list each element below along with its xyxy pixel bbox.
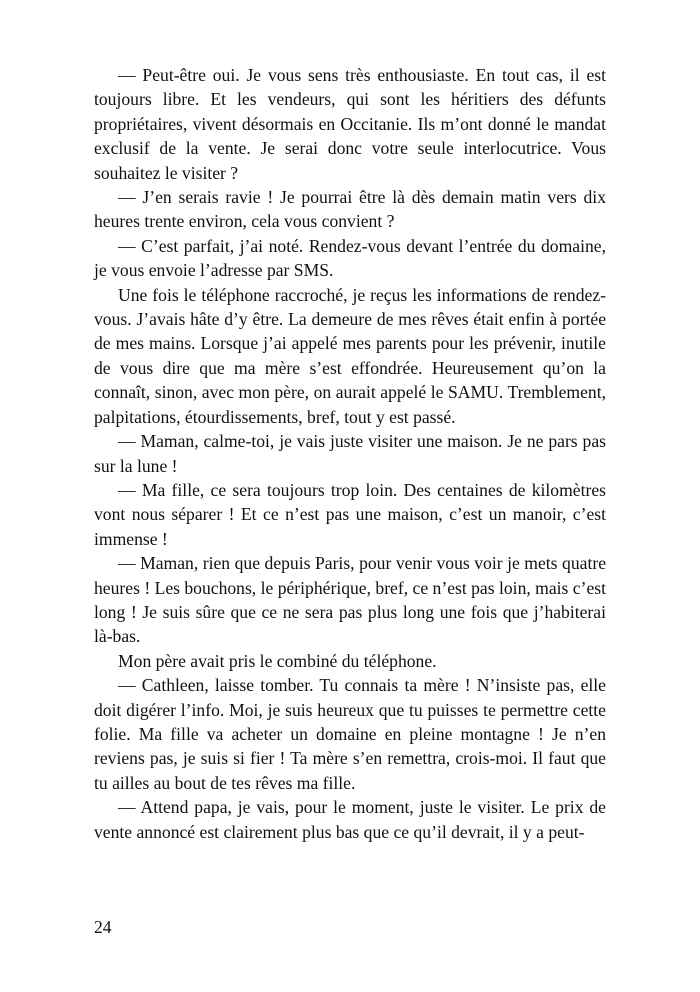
body-text (94, 63, 606, 844)
page-number: 24 (94, 917, 112, 937)
paragraph: Mon père avait pris le combiné du téléphone. (118, 650, 437, 671)
paragraph: — Maman, rien que depuis Paris, pour venir vous voir je mets quatre heures ! Les bouchons, le périphérique, bref, ce n’est pas loin, mais c’est long ! Je suis sûre que ce ne sera pas plus long une fois que j’habiterai là-bas. (94, 553, 606, 647)
paragraph: — Ma fille, ce sera toujours trop loin. Des centaines de kilomètres vont nous séparer ! Et ce n’est pas une maison, c’est un manoir, c’est immense ! (94, 479, 606, 549)
paragraph: — Maman, calme-toi, je vais juste visiter une maison. Je ne pars pas sur la lune ! (94, 431, 606, 476)
paragraph-last: — Attend papa, je vais, pour le moment, juste le visiter. Le prix de vente annoncé est clairement plus bas que ce qu’il devrait, il y a peut- (94, 797, 606, 842)
paragraph: — Cathleen, laisse tomber. Tu connais ta mère ! N’insiste pas, elle doit digérer l’info. Moi, je suis heureux que tu puisses te permettre cette folie. Ma fille va acheter un domaine en pleine montagne ! Je n’en reviens pas, je suis si fier ! Ta mère s’en remettra, crois-moi. Il faut que tu ailles au bout de tes rêves ma fille. (94, 675, 606, 793)
paragraph: — Peut-être oui. Je vous sens très enthousiaste. En tout cas, il est toujours libre. Et les vendeurs, qui sont les héritiers des défunts propriétaires, vivent désormais en Occitanie. Ils m’ont donné le mandat exclusif de la vente. Je serai donc votre seule interlocutrice. Vous souhaitez le visiter ? (94, 65, 606, 183)
paragraph: — C’est parfait, j’ai noté. Rendez-vous devant l’entrée du domaine, je vous envoie l’adresse par SMS. (94, 235, 606, 281)
paragraph: Une fois le téléphone raccroché, je reçus les informations de rendez-vous. J’avais hâte d’y être. La demeure de mes rêves était enfin à portée de mes mains. Lorsque j’ai appelé mes parents pour les prévenir, inutile de vous dire que ma mère s’est effondrée. Heureusement qu’on la connaît, sinon, avec mon père, on aurait appelé le SAMU. Tremblement, palpitations, étourdissements, bref, tout y est passé. (94, 284, 606, 427)
paragraph: — J’en serais ravie ! Je pourrai être là dès demain matin vers dix heures trente environ, cela vous convient ? (94, 187, 606, 232)
